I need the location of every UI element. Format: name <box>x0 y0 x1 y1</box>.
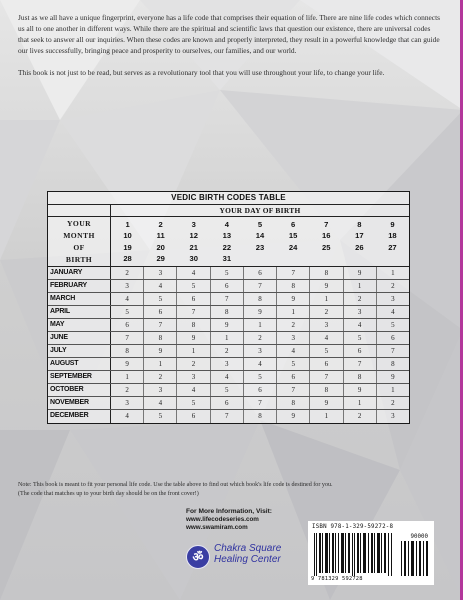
day-number <box>292 253 294 265</box>
note-text <box>18 481 448 499</box>
addon-barcode-icon <box>401 541 428 576</box>
birth-codes-table <box>47 191 410 424</box>
table-row <box>48 410 409 423</box>
code-cells <box>111 306 409 318</box>
life-code-cell: 4 <box>177 267 210 279</box>
code-cells <box>111 410 409 423</box>
day-number: 11 <box>156 231 165 240</box>
month-label: SEPTEMBER <box>48 371 111 383</box>
life-code-cell: 7 <box>277 267 310 279</box>
day-number: 15 <box>288 231 298 240</box>
life-code-cell: 5 <box>144 410 177 423</box>
intro-paragraph-2: This book is not just to be read, but serves as a revolutionary tool that you will use throughout your life, to change your life. <box>18 68 385 77</box>
day-number: 26 <box>355 242 364 252</box>
code-cells <box>111 293 409 305</box>
life-code-cell: 9 <box>277 293 310 305</box>
day-number <box>325 253 327 265</box>
day-number: 3 <box>191 219 196 229</box>
life-code-cell: 2 <box>391 399 395 407</box>
life-code-cell: 2 <box>391 282 395 290</box>
link-lifecodeseries[interactable]: www.lifecodeseries.com <box>186 516 259 523</box>
life-code-cell: 2 <box>177 358 210 370</box>
life-code-cell: 6 <box>344 345 377 357</box>
table-row <box>48 358 409 371</box>
day-number: 2 <box>158 219 163 229</box>
intro-paragraph-1: Just as we all have a unique fingerprint, everyone has a life code that comprises their equation of life. There are nine life codes which connects us all to one another in different ways. While there are the spiritual and scientific laws that question our existence, there are universal codes that seek to answer all our inquiries. When these codes are known and properly interpreted, they result in a powerful knowledge that can guide our lives successfully, bringing peace and prosperity to ourselves, our families, and our world. <box>18 13 440 55</box>
month-label: DECEMBER <box>48 410 111 423</box>
life-code-cell: 5 <box>244 371 277 383</box>
life-code-cell: 5 <box>344 332 377 344</box>
code-cells <box>111 345 409 357</box>
life-code-cell: 9 <box>344 267 377 279</box>
life-code-cell: 5 <box>211 384 244 396</box>
note-line-2: (The code that matches up to your birth day should be on the front cover!) <box>18 491 199 498</box>
month-label: JANUARY <box>48 267 111 279</box>
life-code-cell: 7 <box>244 280 277 292</box>
life-code-cell: 5 <box>310 345 343 357</box>
life-code-cell: 9 <box>111 358 144 370</box>
code-cells <box>111 280 409 292</box>
life-code-cell: 7 <box>177 306 210 318</box>
life-code-cell: 7 <box>344 358 377 370</box>
month-label: APRIL <box>48 306 111 318</box>
life-code-cell: 8 <box>144 332 177 344</box>
day-number: 16 <box>321 231 331 240</box>
life-code-cell: 9 <box>391 373 395 381</box>
life-code-cell: 5 <box>177 397 210 409</box>
life-code-cell: 8 <box>244 410 277 423</box>
day-number: 6 <box>290 219 296 229</box>
life-code-cell: 8 <box>310 384 343 396</box>
day-number: 27 <box>388 242 397 252</box>
life-code-cell: 9 <box>310 280 343 292</box>
table-subheader: YOUR DAY OF BIRTH <box>219 206 301 215</box>
life-code-cell: 3 <box>391 412 395 420</box>
day-number: 23 <box>255 242 265 252</box>
life-code-cell: 8 <box>310 267 343 279</box>
table-row <box>48 280 409 293</box>
life-code-cell: 8 <box>177 319 210 331</box>
life-code-cell: 3 <box>310 319 343 331</box>
day-number: 31 <box>222 254 232 263</box>
life-code-cell: 4 <box>177 384 210 396</box>
table-row <box>48 332 409 345</box>
day-number: 30 <box>189 254 198 263</box>
code-cells <box>111 384 409 396</box>
day-column-header <box>177 217 210 266</box>
row-label-line: YOUR <box>67 218 91 228</box>
life-code-cell: 2 <box>310 306 343 318</box>
life-code-cell: 6 <box>277 371 310 383</box>
life-code-cell: 3 <box>144 267 177 279</box>
life-code-cell: 8 <box>344 371 377 383</box>
life-code-cell: 4 <box>144 397 177 409</box>
more-info-heading: For More Information, Visit: <box>186 508 272 515</box>
day-number: 21 <box>189 242 198 252</box>
day-column-header <box>111 217 144 266</box>
life-code-cell: 9 <box>277 410 310 423</box>
life-code-cell: 1 <box>111 371 144 383</box>
month-of-birth-label <box>48 217 111 266</box>
month-label: MAY <box>48 319 111 331</box>
day-number: 29 <box>156 254 165 263</box>
table-title: VEDIC BIRTH CODES TABLE <box>48 192 409 205</box>
life-code-cell: 5 <box>144 293 177 305</box>
life-code-cell: 5 <box>211 267 244 279</box>
life-code-cell: 4 <box>111 410 144 423</box>
day-number: 5 <box>257 219 263 229</box>
life-code-cell: 7 <box>111 332 144 344</box>
month-label: FEBRUARY <box>48 280 111 292</box>
subheader-blank <box>48 205 111 216</box>
life-code-cell: 2 <box>244 332 277 344</box>
life-code-cell: 6 <box>177 410 210 423</box>
life-code-cell: 8 <box>391 360 395 368</box>
day-column-header <box>310 217 343 266</box>
life-code-cell: 2 <box>111 267 144 279</box>
link-swamiram[interactable]: www.swamiram.com <box>186 524 248 531</box>
table-row <box>48 345 409 358</box>
month-label: JUNE <box>48 332 111 344</box>
barcode-number: 9 781329 592728 <box>311 576 363 582</box>
day-column-header <box>210 217 243 266</box>
code-cells <box>111 332 409 344</box>
life-code-cell: 2 <box>344 293 377 305</box>
om-symbol: ॐ <box>192 550 204 564</box>
life-code-cell: 2 <box>144 371 177 383</box>
life-code-cell: 5 <box>391 321 395 329</box>
table-row <box>48 293 409 306</box>
life-code-cell: 7 <box>244 397 277 409</box>
life-code-cell: 3 <box>144 384 177 396</box>
life-code-cell: 8 <box>277 280 310 292</box>
life-code-cell: 7 <box>310 371 343 383</box>
life-code-cell: 1 <box>310 410 343 423</box>
day-number: 25 <box>321 242 331 252</box>
life-code-cell: 6 <box>310 358 343 370</box>
day-column-header <box>343 217 376 266</box>
day-number <box>391 253 393 265</box>
day-number: 10 <box>123 231 132 240</box>
table-row <box>48 319 409 332</box>
life-code-cell: 9 <box>244 306 277 318</box>
table-row <box>48 267 409 280</box>
day-column-header <box>277 217 310 266</box>
day-number <box>259 253 261 265</box>
code-cells <box>111 267 409 279</box>
intro-text <box>18 12 443 89</box>
price-code: 90000 <box>410 534 428 540</box>
life-code-cell: 1 <box>177 345 210 357</box>
day-number: 9 <box>390 219 395 229</box>
life-code-cell: 4 <box>211 371 244 383</box>
day-column-header <box>376 217 409 266</box>
table-subheader-row <box>48 205 409 217</box>
life-code-cell: 6 <box>391 334 395 342</box>
day-column-header <box>144 217 177 266</box>
life-code-cell: 6 <box>111 319 144 331</box>
note-line-1: Note: This book is meant to fit your personal life code. Use the table above to find out which book's life code is destined for you. <box>18 482 333 488</box>
code-cells <box>111 319 409 331</box>
life-code-cell: 2 <box>344 410 377 423</box>
life-code-cell: 7 <box>277 384 310 396</box>
life-code-cell: 5 <box>111 306 144 318</box>
life-code-cell: 1 <box>277 306 310 318</box>
day-number: 12 <box>189 231 198 240</box>
life-code-cell: 4 <box>144 280 177 292</box>
life-code-cell: 2 <box>211 345 244 357</box>
day-number: 1 <box>125 219 130 229</box>
life-code-cell: 8 <box>211 306 244 318</box>
life-code-cell: 4 <box>391 308 395 316</box>
life-code-cell: 3 <box>244 345 277 357</box>
day-number: 28 <box>123 254 132 263</box>
day-number: 7 <box>324 219 329 229</box>
life-code-cell: 7 <box>211 293 244 305</box>
table-row <box>48 384 409 397</box>
month-label: AUGUST <box>48 358 111 370</box>
row-label-line: MONTH <box>63 230 95 240</box>
day-number: 24 <box>288 242 298 252</box>
life-code-cell: 6 <box>177 293 210 305</box>
day-number: 14 <box>255 231 265 240</box>
life-code-cell: 5 <box>277 358 310 370</box>
life-code-cell: 4 <box>344 319 377 331</box>
life-code-cell: 6 <box>211 397 244 409</box>
day-column-header <box>243 217 276 266</box>
life-code-cell: 7 <box>391 347 395 355</box>
day-number: 20 <box>156 242 165 252</box>
logo-text <box>214 543 304 565</box>
day-columns <box>111 217 409 266</box>
table-row <box>48 397 409 410</box>
day-number: 13 <box>222 231 232 240</box>
life-code-cell: 9 <box>211 319 244 331</box>
life-code-cell: 4 <box>277 345 310 357</box>
life-code-cell: 8 <box>244 293 277 305</box>
life-code-cell: 1 <box>391 269 395 277</box>
life-code-cell: 1 <box>144 358 177 370</box>
life-code-cell: 3 <box>177 371 210 383</box>
barcode-bars-icon <box>314 533 394 576</box>
life-code-cell: 9 <box>177 332 210 344</box>
life-code-cell: 3 <box>111 280 144 292</box>
life-code-cell: 1 <box>310 293 343 305</box>
om-icon <box>186 545 210 569</box>
row-label-line: OF <box>73 242 85 252</box>
chakra-square-logo <box>186 543 296 579</box>
day-number <box>358 253 360 265</box>
day-number: 17 <box>355 231 364 240</box>
month-label: OCTOBER <box>48 384 111 396</box>
life-code-cell: 3 <box>111 397 144 409</box>
code-cells <box>111 397 409 409</box>
table-body <box>48 267 409 423</box>
life-code-cell: 2 <box>111 384 144 396</box>
month-label: JULY <box>48 345 111 357</box>
table-row <box>48 306 409 319</box>
life-code-cell: 1 <box>211 332 244 344</box>
life-code-cell: 6 <box>244 267 277 279</box>
more-info <box>186 508 296 532</box>
day-number: 22 <box>222 242 232 252</box>
barcode <box>308 521 434 585</box>
day-number: 8 <box>357 219 362 229</box>
life-code-cell: 1 <box>344 280 377 292</box>
life-code-cell: 3 <box>391 295 395 303</box>
life-code-cell: 8 <box>277 397 310 409</box>
life-code-cell: 1 <box>244 319 277 331</box>
logo-line-2: Healing Center <box>214 554 281 565</box>
life-code-cell: 6 <box>144 306 177 318</box>
life-code-cell: 4 <box>111 293 144 305</box>
life-code-cell: 7 <box>211 410 244 423</box>
life-code-cell: 3 <box>277 332 310 344</box>
day-header-row <box>48 217 409 267</box>
life-code-cell: 8 <box>111 345 144 357</box>
life-code-cell: 1 <box>391 386 395 394</box>
life-code-cell: 3 <box>211 358 244 370</box>
row-label-line: BIRTH <box>65 254 93 264</box>
code-cells <box>111 358 409 370</box>
logo-line-1: Chakra Square <box>214 543 282 554</box>
month-label: MARCH <box>48 293 111 305</box>
life-code-cell: 4 <box>310 332 343 344</box>
life-code-cell: 6 <box>211 280 244 292</box>
life-code-cell: 6 <box>244 384 277 396</box>
life-code-cell: 9 <box>310 397 343 409</box>
life-code-cell: 7 <box>144 319 177 331</box>
life-code-cell: 2 <box>277 319 310 331</box>
life-code-cell: 5 <box>177 280 210 292</box>
table-row <box>48 371 409 384</box>
life-code-cell: 1 <box>344 397 377 409</box>
life-code-cell: 3 <box>344 306 377 318</box>
day-number: 4 <box>224 219 229 229</box>
life-code-cell: 4 <box>244 358 277 370</box>
life-code-cell: 9 <box>344 384 377 396</box>
month-label: NOVEMBER <box>48 397 111 409</box>
day-number: 18 <box>388 231 397 240</box>
day-number: 19 <box>123 242 132 252</box>
isbn-text: ISBN 978-1-329-59272-8 <box>312 524 394 530</box>
life-code-cell: 9 <box>144 345 177 357</box>
code-cells <box>111 371 409 383</box>
